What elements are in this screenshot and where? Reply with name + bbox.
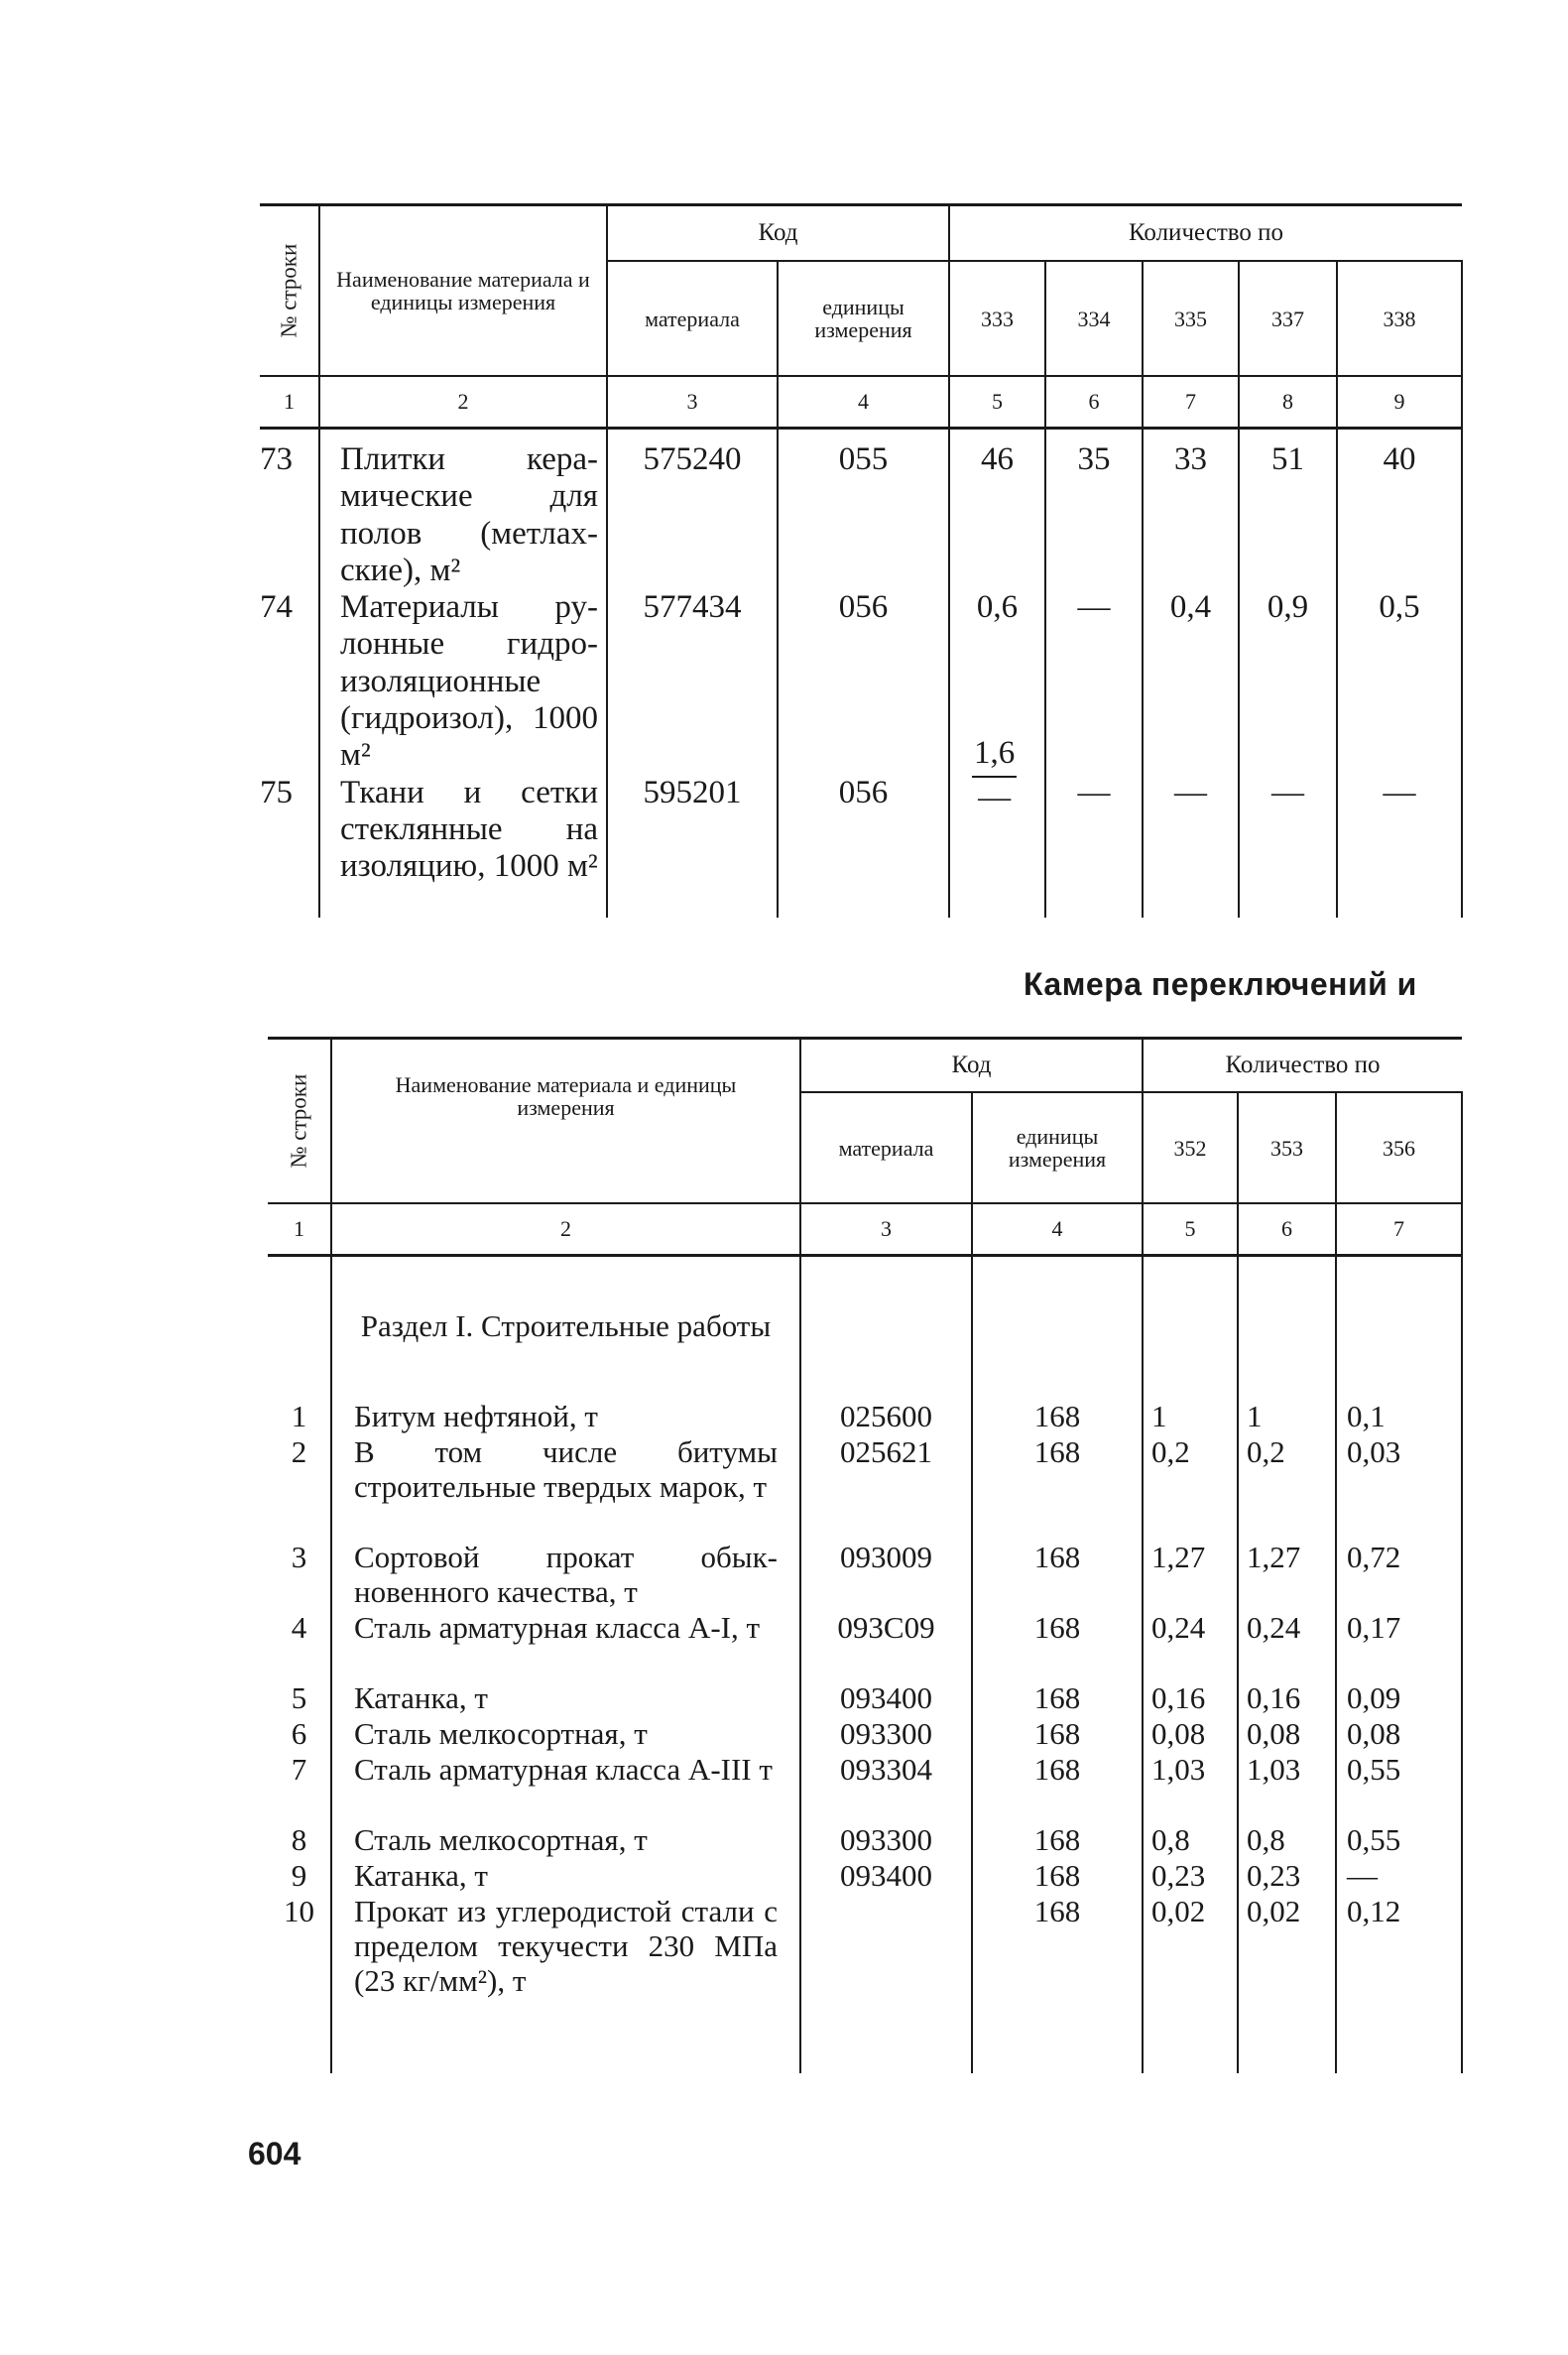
- header-qty-334: 334: [1045, 261, 1143, 376]
- page-number: 604: [248, 2136, 302, 2171]
- table-row: [260, 429, 1462, 590]
- row-number: 73: [260, 441, 293, 477]
- material-code: 093300: [840, 1821, 932, 1857]
- material-code: 577434: [607, 589, 778, 774]
- material-name: Сталь мелкосортная, т: [354, 1715, 648, 1751]
- fraction-numerator: 1,6: [972, 737, 1017, 778]
- header-name: Наименование материала и единицы измерения: [319, 205, 607, 377]
- material-code: [801, 1894, 971, 1929]
- material-name: В том числе битумы строительные твердых марок, т: [354, 1433, 778, 1504]
- qty-value: 0,23: [1247, 1857, 1301, 1893]
- col-number: 1: [294, 1216, 304, 1241]
- qty-value: 1,03: [1151, 1751, 1206, 1787]
- qty-value: —: [1239, 775, 1337, 918]
- header-qty-333: 333: [949, 261, 1045, 376]
- material-code: 025600: [840, 1398, 932, 1433]
- qty-value: 1,27: [1247, 1539, 1301, 1574]
- header-code-unit: единицы измерения: [972, 1092, 1143, 1203]
- qty-value: 0,08: [1151, 1715, 1206, 1751]
- qty-value: 0,16: [1247, 1679, 1301, 1715]
- unit-code: 168: [1033, 1751, 1081, 1787]
- material-name: Битум нефтяной, т: [354, 1398, 598, 1433]
- qty-value: 0,8: [1247, 1821, 1285, 1857]
- material-name: Катанка, т: [354, 1679, 488, 1715]
- qty-value: 0,1: [1347, 1398, 1386, 1433]
- row-numbers-list: [268, 1399, 330, 1929]
- qty-value: 0,09: [1347, 1679, 1401, 1715]
- unit-code: 168: [1033, 1398, 1081, 1433]
- table-1: [260, 203, 1463, 918]
- row-number: 2: [291, 1433, 307, 1469]
- unit-code: 055: [778, 429, 949, 590]
- col-number: 7: [1336, 1203, 1462, 1256]
- unit-code: 168: [1033, 1539, 1081, 1574]
- qty-value: 35: [1045, 429, 1143, 590]
- unit-code: 056: [778, 775, 949, 918]
- material-code: 093С09: [837, 1609, 935, 1645]
- row-number: 4: [291, 1609, 307, 1645]
- unit-code: 168: [1033, 1715, 1081, 1751]
- col-number: 1: [284, 389, 295, 414]
- qty-value: 0,08: [1347, 1715, 1401, 1751]
- col-number: 2: [331, 1203, 800, 1256]
- qty-value: 0,12: [1347, 1893, 1401, 1928]
- qty-value: 0,2: [1151, 1433, 1190, 1469]
- row-number: 9: [291, 1857, 307, 1893]
- qty-value: 0,72: [1347, 1539, 1401, 1574]
- fraction-denominator: —: [978, 779, 1012, 815]
- header-qty-352: 352: [1143, 1092, 1238, 1203]
- qty-value: —: [1143, 775, 1239, 918]
- col-number: 5: [949, 376, 1045, 429]
- row-number: 6: [291, 1715, 307, 1751]
- material-name: Ткани и сетки стеклянные на изоляцию, 1000 м²: [319, 775, 607, 918]
- qty-value: 0,08: [1247, 1715, 1301, 1751]
- qty-value: 51: [1239, 429, 1337, 590]
- col-number: 6: [1238, 1203, 1336, 1256]
- qty-value: 0,55: [1347, 1751, 1401, 1787]
- qty-value: 0,02: [1151, 1893, 1206, 1928]
- header-qty-group: Количество по: [1143, 1039, 1462, 1093]
- material-name: Сортовой прокат обыкновенного качества, т: [354, 1539, 778, 1609]
- row-number: 3: [291, 1539, 307, 1574]
- material-name: Катанка, т: [354, 1857, 488, 1893]
- row-number: 10: [284, 1893, 314, 1928]
- col-number: 4: [778, 376, 949, 429]
- header-qty-353: 353: [1238, 1092, 1336, 1203]
- header-name: Наименование материала и единицы измерения: [331, 1039, 800, 1204]
- header-qty-337: 337: [1239, 261, 1337, 376]
- qty-value: 0,2: [1247, 1433, 1285, 1469]
- row-number: 74: [260, 589, 293, 626]
- material-code: 093009: [840, 1539, 932, 1574]
- header-code-unit: единицы измерения: [778, 261, 949, 376]
- col-number: 7: [1143, 376, 1239, 429]
- qty-value: 1,03: [1247, 1751, 1301, 1787]
- material-name: Сталь арматурная класса А-III т: [354, 1751, 773, 1787]
- header-code-group: Код: [607, 205, 949, 262]
- header-qty-335: 335: [1143, 261, 1239, 376]
- qty-value: 1,27: [1151, 1539, 1206, 1574]
- material-code: 575240: [607, 429, 778, 590]
- qty-value: 0,6: [949, 589, 1045, 774]
- table-row: [260, 589, 1462, 774]
- qty-value: 0,03: [1347, 1433, 1401, 1469]
- header-row-number: № строки: [260, 205, 319, 377]
- qty-value: 0,16: [1151, 1679, 1206, 1715]
- unit-code: 056: [778, 589, 949, 774]
- header-qty-338: 338: [1337, 261, 1462, 376]
- qty-value: 0,55: [1347, 1821, 1401, 1857]
- row-number: 5: [291, 1679, 307, 1715]
- material-code: 025621: [840, 1433, 932, 1469]
- material-name: Плитки керамические для полов (метлахские), м²: [319, 429, 607, 590]
- row-number: 75: [260, 774, 293, 810]
- row-number: 8: [291, 1821, 307, 1857]
- qty-value: 0,17: [1347, 1609, 1401, 1645]
- col-number: 5: [1143, 1203, 1238, 1256]
- qty-value: 33: [1143, 429, 1239, 590]
- qty-value: 40: [1337, 429, 1462, 590]
- qty-value-fraction: [949, 734, 1045, 918]
- qty-value: 0,23: [1151, 1857, 1206, 1893]
- material-code: 595201: [607, 775, 778, 918]
- qty-value: 1: [1151, 1398, 1167, 1433]
- unit-code: 168: [1033, 1893, 1081, 1928]
- material-code: 093304: [840, 1751, 932, 1787]
- material-name: Прокат из углеродистой стали с пределом текучести 230 МПа (23 кг/мм²), т: [354, 1893, 778, 1999]
- qty-value: —: [1347, 1857, 1378, 1893]
- unit-code: 168: [1033, 1857, 1081, 1893]
- header-code-material: материала: [800, 1092, 972, 1203]
- col-number: 3: [800, 1203, 972, 1256]
- qty-value: 0,8: [1151, 1821, 1190, 1857]
- col-number: 4: [972, 1203, 1143, 1256]
- qty-value: 0,24: [1247, 1609, 1301, 1645]
- material-code: 093400: [840, 1679, 932, 1715]
- qty-value: 0,24: [1151, 1609, 1206, 1645]
- qty-value: 0,02: [1247, 1893, 1301, 1928]
- qty-value: —: [1337, 775, 1462, 918]
- qty-value: —: [1045, 589, 1143, 774]
- section-heading: Раздел I. Строительные работы: [331, 1256, 800, 1355]
- material-name: Сталь арматурная класса А-I, т: [354, 1609, 761, 1645]
- qty-value: 0,4: [1143, 589, 1239, 774]
- header-row-number: № строки: [268, 1039, 331, 1204]
- material-name: Сталь мелкосортная, т: [354, 1821, 648, 1857]
- header-qty-356: 356: [1336, 1092, 1462, 1203]
- material-code: 093300: [840, 1715, 932, 1751]
- col-number: 6: [1045, 376, 1143, 429]
- unit-code: 168: [1033, 1679, 1081, 1715]
- row-number: 1: [291, 1398, 307, 1433]
- qty-value: 46: [949, 429, 1045, 590]
- qty-value: 0,9: [1239, 589, 1337, 774]
- header-qty-group: Количество по: [949, 205, 1462, 262]
- qty-value: 0,5: [1337, 589, 1462, 774]
- section-title: Камера переключений и: [1024, 966, 1417, 1002]
- header-code-group: Код: [800, 1039, 1143, 1093]
- qty-value: 1: [1247, 1398, 1263, 1433]
- col-number: 9: [1337, 376, 1462, 429]
- unit-code: 168: [1033, 1433, 1081, 1469]
- qty-value: —: [1045, 775, 1143, 918]
- material-name: Материалы рулонные гидроизоляционные (гидроизол), 1000 м²: [319, 589, 607, 774]
- table-2: [268, 1037, 1463, 2073]
- col-number: 3: [607, 376, 778, 429]
- unit-code: 168: [1033, 1821, 1081, 1857]
- col-number: 2: [319, 376, 607, 429]
- material-code: 093400: [840, 1857, 932, 1893]
- col-number: 8: [1239, 376, 1337, 429]
- row-number: 7: [291, 1751, 307, 1787]
- table-row: [260, 775, 1462, 918]
- unit-code: 168: [1033, 1609, 1081, 1645]
- header-code-material: материала: [607, 261, 778, 376]
